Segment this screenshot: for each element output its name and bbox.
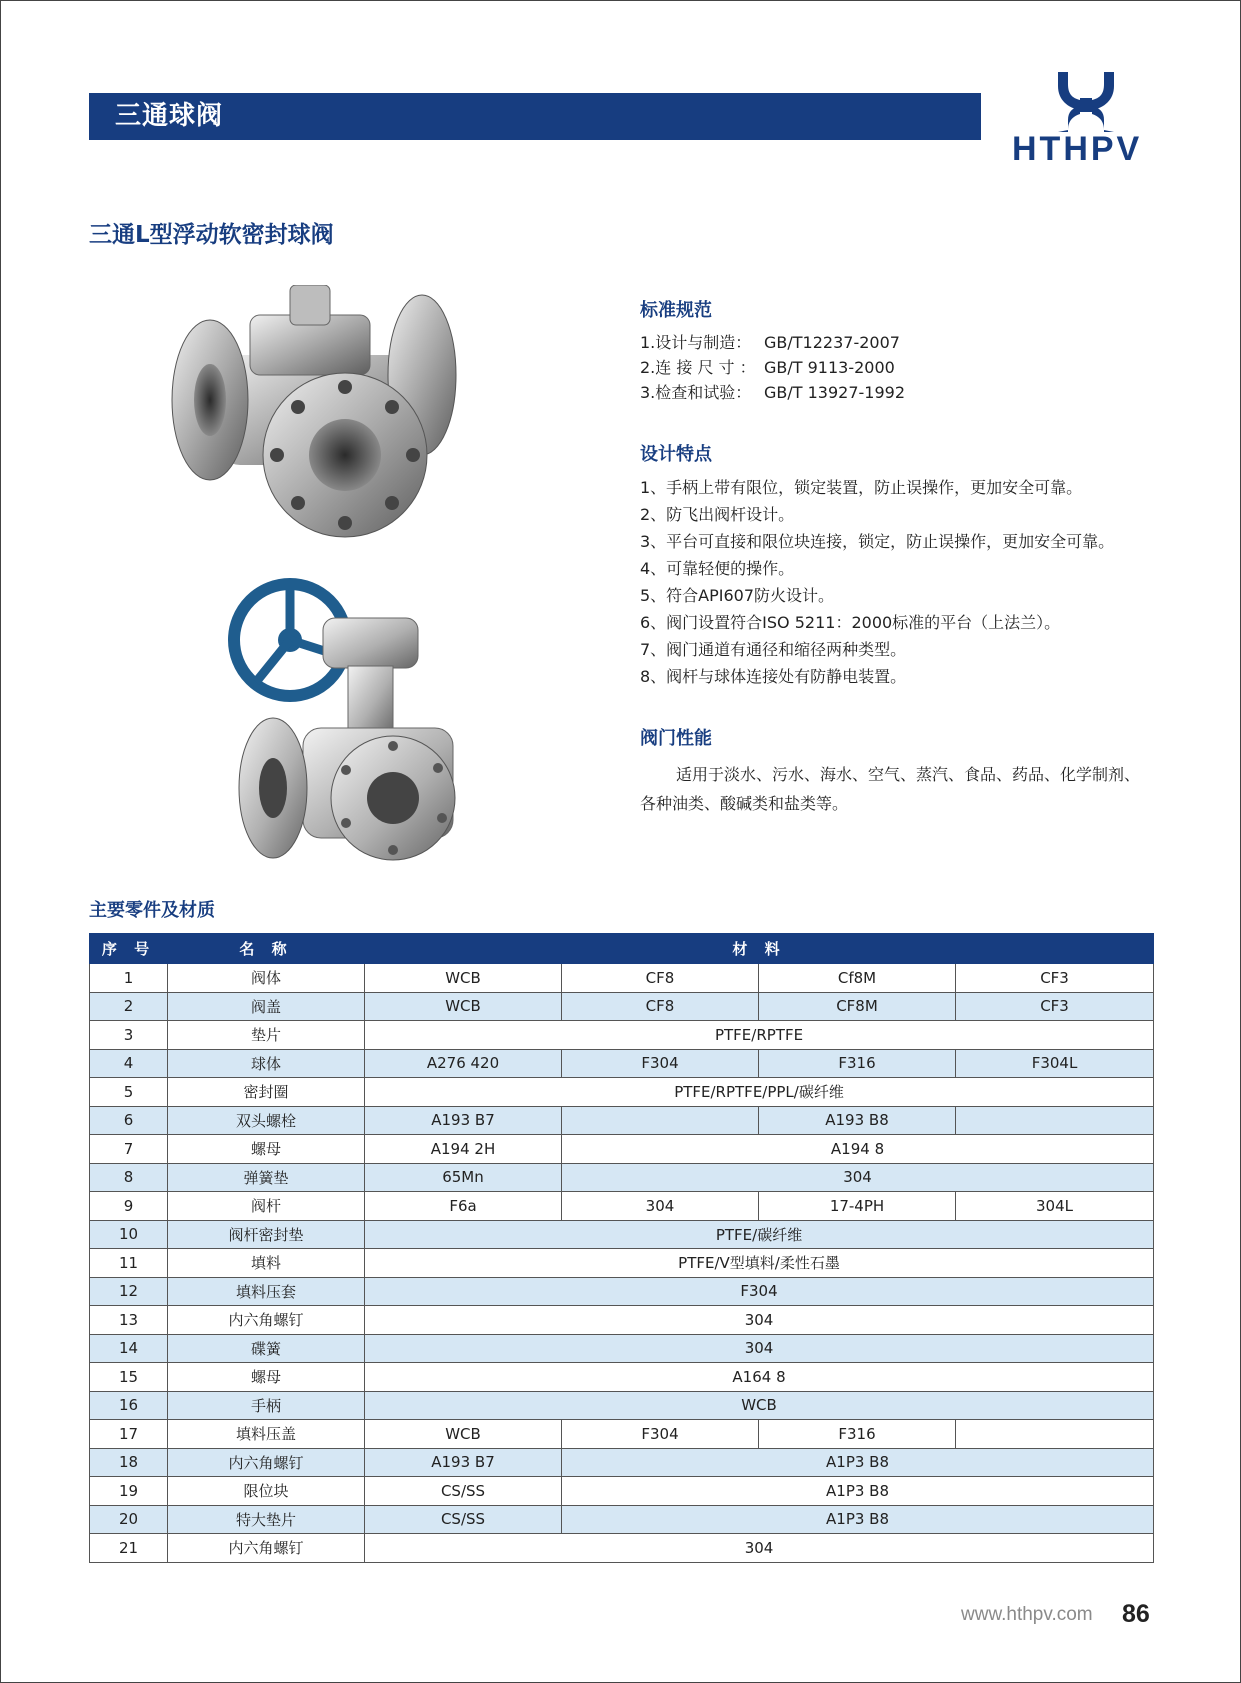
table-row [90, 1049, 1154, 1078]
table-cell: 17 [90, 1420, 168, 1449]
table-row [90, 1249, 1154, 1278]
table-cell: 304 [562, 1192, 759, 1221]
table-cell: 4 [90, 1049, 168, 1078]
table-cell: WCB [365, 1420, 562, 1449]
table-cell [562, 1106, 759, 1135]
standard-line: 1.设计与制造： GB/T12237-2007 [640, 333, 900, 352]
table-row [90, 1334, 1154, 1363]
table-cell: 碟簧 [168, 1334, 365, 1363]
table-cell: PTFE/RPTFE/PPL/碳纤维 [365, 1078, 1154, 1107]
table-cell: CF8M [759, 992, 956, 1021]
table-cell: F304 [562, 1420, 759, 1449]
feature-item: 4、可靠轻便的操作。 [640, 559, 795, 578]
standard-line: 2.连 接 尺 寸 ： GB/T 9113-2000 [640, 358, 895, 377]
feature-item: 1、手柄上带有限位，锁定装置，防止误操作，更加安全可靠。 [640, 478, 1083, 497]
table-cell: 阀盖 [168, 992, 365, 1021]
standard-line: 3.检查和试验： GB/T 13927-1992 [640, 383, 906, 402]
table-cell: 304 [365, 1334, 1154, 1363]
table-cell: CF3 [956, 964, 1154, 993]
feature-item: 3、平台可直接和限位块连接，锁定，防止误操作，更加安全可靠。 [640, 532, 1115, 551]
table-cell: 手柄 [168, 1391, 365, 1420]
table-cell: 2 [90, 992, 168, 1021]
table-cell: 9 [90, 1192, 168, 1221]
table-row [90, 1078, 1154, 1107]
table-row [90, 1477, 1154, 1506]
table-cell: WCB [365, 1391, 1154, 1420]
table-cell: 5 [90, 1078, 168, 1107]
table-row [90, 1021, 1154, 1050]
features-heading: 设计特点 [640, 444, 712, 465]
table-row [90, 1363, 1154, 1392]
table-cell: 16 [90, 1391, 168, 1420]
table-cell: PTFE/碳纤维 [365, 1220, 1154, 1249]
table-cell: CF8 [562, 992, 759, 1021]
table-cell: PTFE/V型填料/柔性石墨 [365, 1249, 1154, 1278]
table-cell: 3 [90, 1021, 168, 1050]
table-cell: 内六角螺钉 [168, 1534, 365, 1563]
table-cell: A1P3 B8 [562, 1505, 1154, 1534]
table-cell: 球体 [168, 1049, 365, 1078]
three-way-valve-photo [170, 285, 460, 540]
table-row [90, 1391, 1154, 1420]
table-cell: 阀杆密封垫 [168, 1220, 365, 1249]
table-cell: CF3 [956, 992, 1154, 1021]
table-cell: CF8 [562, 964, 759, 993]
table-cell: 10 [90, 1220, 168, 1249]
feature-item: 5、符合API607防火设计。 [640, 586, 835, 605]
table-cell: 内六角螺钉 [168, 1448, 365, 1477]
page-number: 86 [1122, 1600, 1150, 1628]
table-cell: F316 [759, 1049, 956, 1078]
table-cell: A164 8 [365, 1363, 1154, 1392]
table-cell: 304L [956, 1192, 1154, 1221]
product-subtitle: 三通L型浮动软密封球阀 [89, 222, 334, 248]
table-cell: 7 [90, 1135, 168, 1164]
table-cell: 65Mn [365, 1163, 562, 1192]
table-cell: 填料 [168, 1249, 365, 1278]
table-cell: 阀杆 [168, 1192, 365, 1221]
table-cell: 1 [90, 964, 168, 993]
table-row [90, 1306, 1154, 1335]
table-cell: 填料压盖 [168, 1420, 365, 1449]
table-row [90, 1420, 1154, 1449]
table-cell: 304 [562, 1163, 1154, 1192]
table-cell: 双头螺栓 [168, 1106, 365, 1135]
logo-text: HTHPV [1012, 130, 1143, 168]
table-row [90, 1277, 1154, 1306]
table-cell: F6a [365, 1192, 562, 1221]
table-cell [956, 1420, 1154, 1449]
table-cell: 21 [90, 1534, 168, 1563]
table-cell [956, 1106, 1154, 1135]
table-cell: 螺母 [168, 1363, 365, 1392]
performance-heading: 阀门性能 [640, 728, 712, 749]
table-cell: WCB [365, 992, 562, 1021]
table-cell: 弹簧垫 [168, 1163, 365, 1192]
table-row [90, 1106, 1154, 1135]
table-row [90, 1163, 1154, 1192]
table-cell: 垫片 [168, 1021, 365, 1050]
table-row [90, 1192, 1154, 1221]
table-cell: 18 [90, 1448, 168, 1477]
gear-operated-valve-photo [228, 578, 464, 863]
table-row [90, 1448, 1154, 1477]
table-cell: F304 [365, 1277, 1154, 1306]
table-row [90, 992, 1154, 1021]
table-cell: 11 [90, 1249, 168, 1278]
table-cell: 6 [90, 1106, 168, 1135]
table-cell: 14 [90, 1334, 168, 1363]
table-cell: A1P3 B8 [562, 1477, 1154, 1506]
standards-heading: 标准规范 [640, 300, 712, 321]
table-cell: WCB [365, 964, 562, 993]
table-cell: F316 [759, 1420, 956, 1449]
table-cell: A194 2H [365, 1135, 562, 1164]
table-cell: A193 B8 [759, 1106, 956, 1135]
feature-item: 2、防飞出阀杆设计。 [640, 505, 795, 524]
page-title: 三通球阀 [89, 93, 981, 140]
table-cell: A193 B7 [365, 1106, 562, 1135]
table-cell: 15 [90, 1363, 168, 1392]
table-cell: F304L [956, 1049, 1154, 1078]
table-cell: Cf8M [759, 964, 956, 993]
table-row [90, 964, 1154, 993]
table-cell: CS/SS [365, 1505, 562, 1534]
table-cell: 304 [365, 1534, 1154, 1563]
parts-table [89, 933, 1154, 1563]
table-row [90, 1534, 1154, 1563]
table-cell: 阀体 [168, 964, 365, 993]
feature-item: 6、阀门设置符合ISO 5211：2000标准的平台（上法兰）。 [640, 613, 1061, 632]
table-cell: 8 [90, 1163, 168, 1192]
table-cell: 内六角螺钉 [168, 1306, 365, 1335]
feature-item: 7、阀门通道有通径和缩径两种类型。 [640, 640, 907, 659]
table-cell: A276 420 [365, 1049, 562, 1078]
table-cell: A193 B7 [365, 1448, 562, 1477]
col-name-header: 名 称 [168, 934, 365, 964]
table-row [90, 1220, 1154, 1249]
table-cell: A1P3 B8 [562, 1448, 1154, 1477]
table-row [90, 1135, 1154, 1164]
table-cell: A194 8 [562, 1135, 1154, 1164]
table-cell: 19 [90, 1477, 168, 1506]
table-header-row [90, 934, 1154, 964]
table-cell: 螺母 [168, 1135, 365, 1164]
col-material-header: 材 料 [365, 934, 1154, 964]
feature-item: 8、阀杆与球体连接处有防静电装置。 [640, 667, 907, 686]
table-cell: 限位块 [168, 1477, 365, 1506]
table-cell: 12 [90, 1277, 168, 1306]
footer-url: www.hthpv.com [961, 1604, 1093, 1625]
col-no-header: 序 号 [90, 934, 168, 964]
table-cell: CS/SS [365, 1477, 562, 1506]
performance-text: 适用于淡水、污水、海水、空气、蒸汽、食品、药品、化学制剂、各种油类、酸碱类和盐类等。 [640, 765, 1141, 813]
table-cell: 填料压套 [168, 1277, 365, 1306]
table-cell: PTFE/RPTFE [365, 1021, 1154, 1050]
table-cell: F304 [562, 1049, 759, 1078]
table-cell: 密封圈 [168, 1078, 365, 1107]
table-cell: 20 [90, 1505, 168, 1534]
table-row [90, 1505, 1154, 1534]
table-cell: 17-4PH [759, 1192, 956, 1221]
table-cell: 特大垫片 [168, 1505, 365, 1534]
parts-heading: 主要零件及材质 [89, 900, 215, 921]
table-cell: 304 [365, 1306, 1154, 1335]
table-cell: 13 [90, 1306, 168, 1335]
